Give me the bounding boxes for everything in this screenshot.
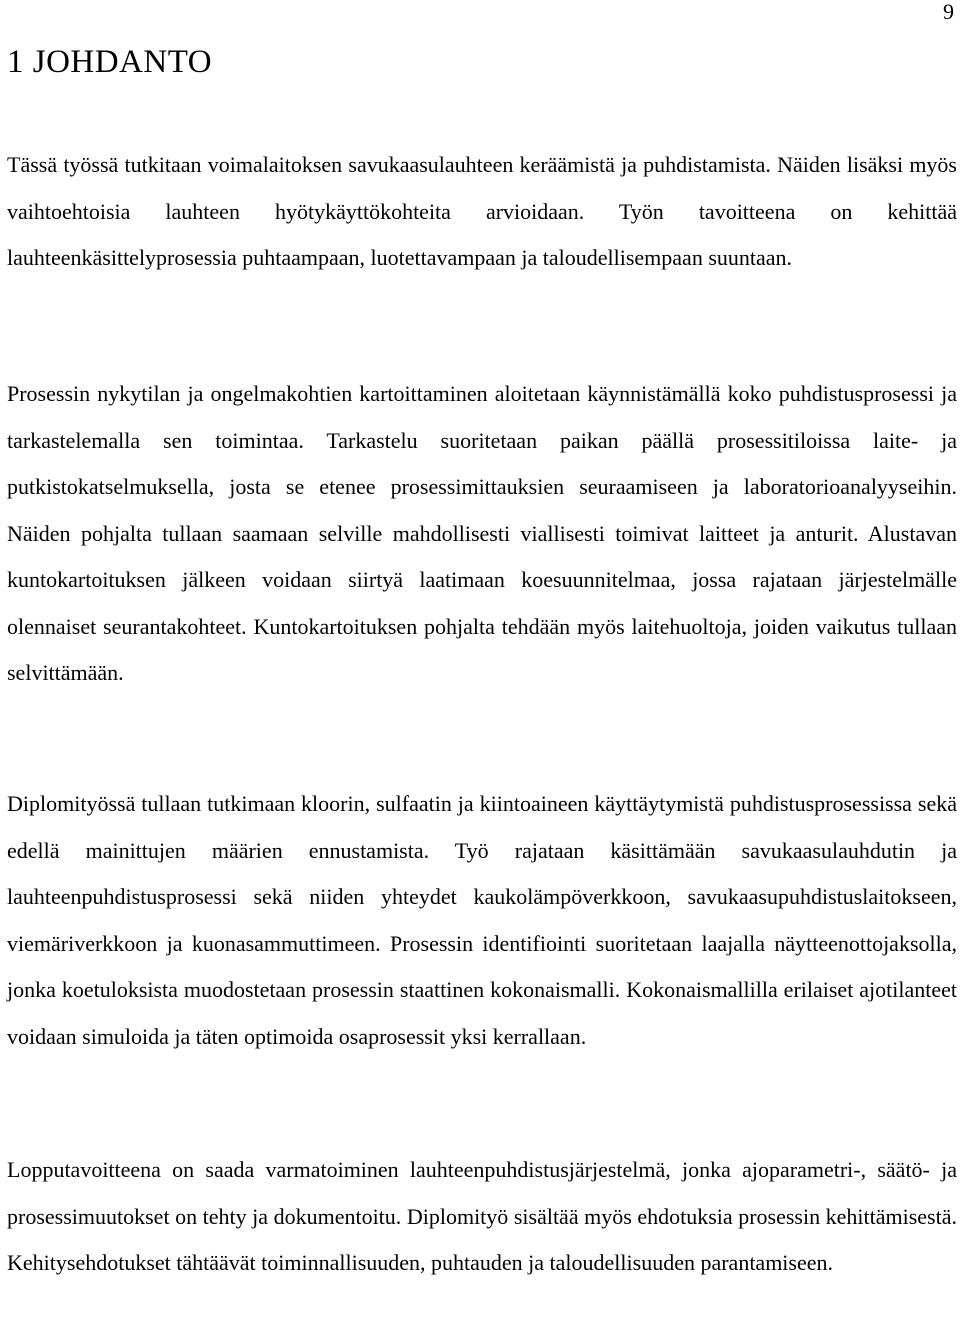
paragraph-intro: Tässä työssä tutkitaan voimalaitoksen savukaasulauhteen keräämistä ja puhdistamista. Näiden lisäksi myös vaihtoehtoisia lauhteen hyötykäyttökohteita arvioidaan. Työn tavoitteena on kehittää lauhteenkäsittelyprosessia puhtaampaan, luotettavampaan ja taloudellisempaan suuntaan. — [7, 152, 957, 270]
page-number: 9 — [943, 0, 954, 24]
chapter-heading: 1 JOHDANTO — [7, 44, 213, 80]
paragraph-survey: Prosessin nykytilan ja ongelmakohtien kartoittaminen aloitetaan käynnistämällä koko puhdistusprosessi ja tarkastelemalla sen toimintaa. Tarkastelu suoritetaan paikan päällä prosessitiloissa laite- ja putkistokatselmuksella, josta se etenee prosessimittauksien seuraamiseen ja laboratorioanalyyseihin. Näiden pohjalta tullaan saamaan selville mahdollisesti viallisesti toimivat laitteet ja anturit. Alustavan kuntokartoituksen jälkeen voidaan siirtyä laatimaan koesuunnitelmaa, jossa rajataan järjestelmälle olennaiset seurantakohteet. Kuntokartoituksen pohjalta tehdään myös laitehuoltoja, joiden vaikutus tullaan selvittämään. — [7, 381, 957, 685]
paragraph-scope: Diplomityössä tullaan tutkimaan kloorin, sulfaatin ja kiintoaineen käyttäytymistä puhdistusprosessissa sekä edellä mainittujen määrien ennustamista. Työ rajataan käsittämään savukaasulauhdutin ja lauhteenpuhdistusprosessi sekä niiden yhteydet kaukolämpöverkkoon, savukaasupuhdistuslaitokseen, viemäriverkkoon ja kuonasammuttimeen. Prosessin identifiointi suoritetaan laajalla näytteenottojaksolla, jonka koetuloksista muodostetaan prosessin staattinen kokonaismalli. Kokonaismallilla erilaiset ajotilanteet voidaan simuloida ja täten optimoida osaprosessit yksi kerrallaan. — [7, 791, 957, 1049]
paragraph-goal: Lopputavoitteena on saada varmatoiminen lauhteenpuhdistusjärjestelmä, jonka ajoparametri-, säätö- ja prosessimuutokset on tehty ja dokumentoitu. Diplomityö sisältää myös ehdotuksia prosessin kehittämisestä. Kehitysehdotukset tähtäävät toiminnallisuuden, puhtauden ja taloudellisuuden parantamiseen. — [7, 1157, 957, 1275]
